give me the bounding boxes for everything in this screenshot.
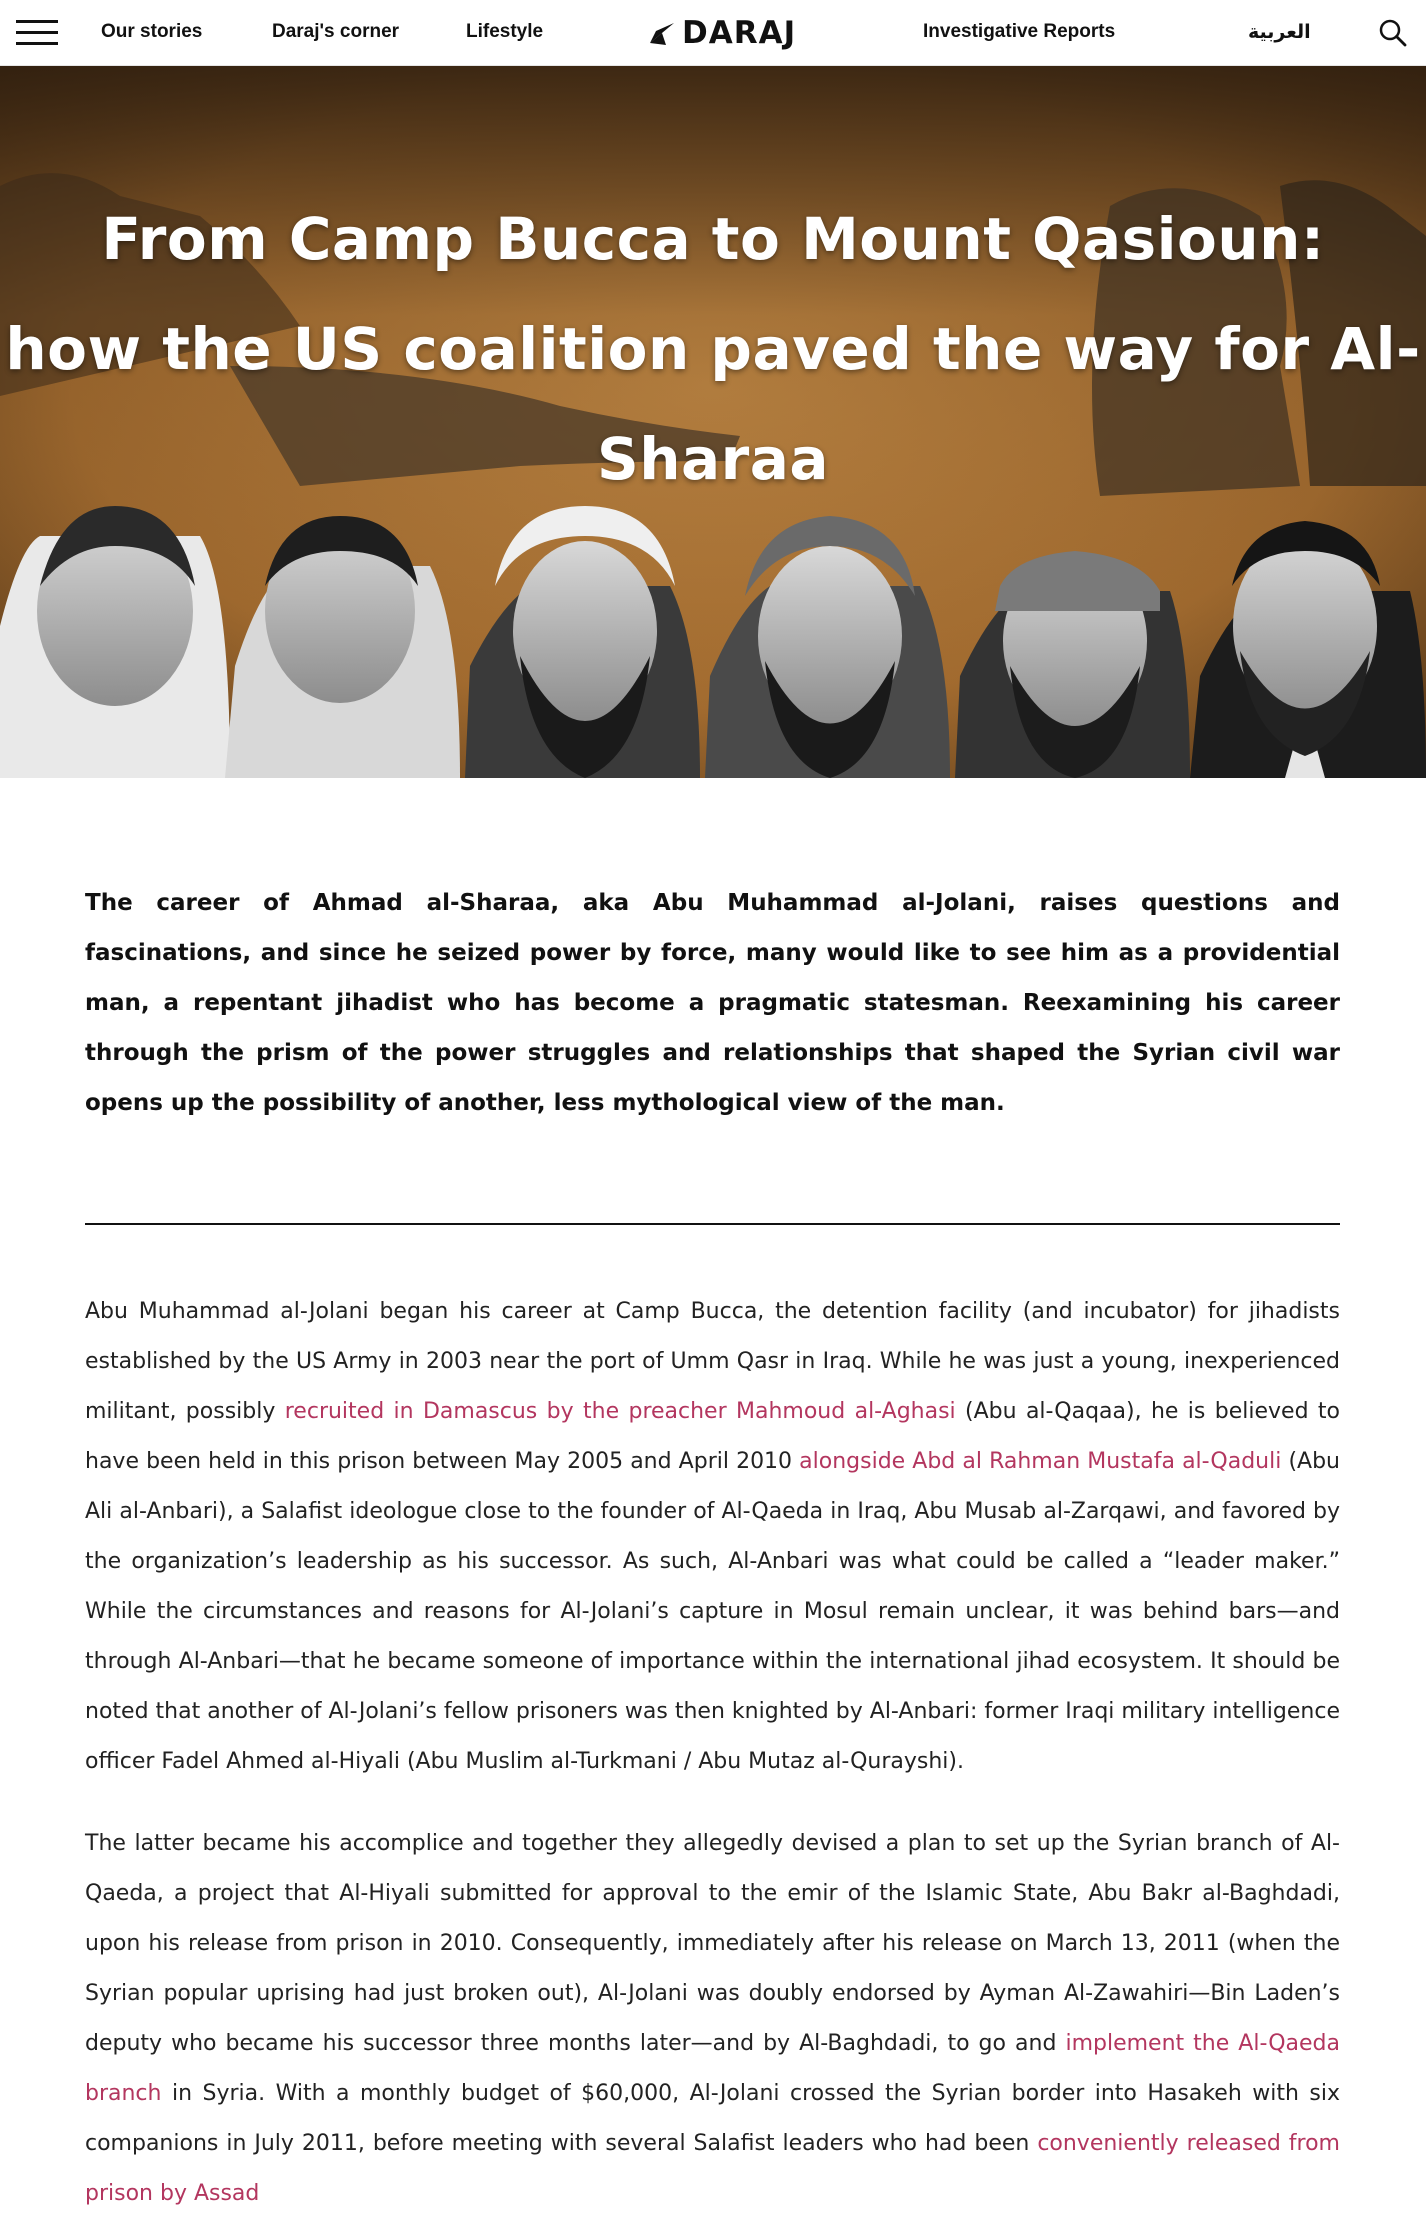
paragraph-1-text-3: (Abu Ali al-Anbari), a Salafist ideologue close to the founder of Al-Qaeda in Iraq, Abu Musab al-Zarqawi, and favored by the organization’s leadership as his successor. As such, Al-Anbari was what could be called a “leader maker.” While the circumstances and reasons for Al-Jolani’s capture in Mosul remain unclear, it was behind bars—and through Al-Anbari—that he became someone of importance within the international jihad ecosystem. It should be noted that another of Al-Jolani’s fellow prisoners was then knighted by Al-Anbari: former Iraqi military intelligence officer Fadel Ahmed al-Hiyali (Abu Muslim al-Turkmani / Abu Mutaz al-Qurayshi). xyxy=(85,1449,1340,1774)
nav-our-stories[interactable]: Our stories xyxy=(101,21,203,42)
site-header xyxy=(0,0,1426,66)
article-lede: The career of Ahmad al-Sharaa, aka Abu Muhammad al-Jolani, raises questions and fascinations, and since he seized power by force, many would like to see him as a providential man, a repentant jihadist who has become a pragmatic statesman. Reexamining his career through the prism of the power struggles and relationships that shaped the Syrian civil war opens up the possibility of another, less mythological view of the man. xyxy=(85,890,1340,1116)
logo-text: DARAJ xyxy=(682,15,797,51)
paragraph-1-text-2: (Abu al-Qaqaa), he is believed to have been held in this prison between May 2005 and April 2010 xyxy=(85,1399,1340,1474)
paragraph-2-text-2: in Syria. With a monthly budget of $60,000, Al-Jolani crossed the Syrian border into Hasakeh with six companions in July 2011, before meeting with several Salafist leaders who had been xyxy=(85,2081,1340,2156)
paragraph-2-text-1: The latter became his accomplice and together they allegedly devised a plan to set up the Syrian branch of Al-Qaeda, a project that Al-Hiyali submitted for approval to the emir of the Islamic State, Abu Bakr al-Baghdadi, upon his release from prison in 2010. Consequently, immediately after his release on March 13, 2011 (when the Syrian popular uprising had just broken out), Al-Jolani was doubly endorsed by Ayman Al-Zawahiri—Bin Laden’s deputy who became his successor three months later—and by Al-Baghdadi, to go and xyxy=(85,1831,1340,2056)
nav-investigative-reports[interactable]: Investigative Reports xyxy=(923,21,1116,42)
search-icon[interactable] xyxy=(1378,18,1408,48)
article-title xyxy=(0,184,1426,514)
article-title-line-2: how the US coalition paved the way for Al-Sharaa xyxy=(5,315,1421,493)
section-divider xyxy=(85,1223,1340,1225)
article-title-line-1: From Camp Bucca to Mount Qasioun: xyxy=(101,205,1325,273)
nav-darajs-corner[interactable]: Daraj's corner xyxy=(272,21,400,42)
article-paragraph-2 xyxy=(85,1819,1340,2219)
article-body xyxy=(85,778,1340,2219)
nav-lifestyle[interactable]: Lifestyle xyxy=(466,21,544,42)
logo-arrow-icon xyxy=(648,19,676,47)
link-recruited-in-damascus[interactable]: recruited in Damascus by the preacher Mahmoud al-Aghasi xyxy=(284,1399,956,1424)
article-paragraph-1 xyxy=(85,1287,1340,1787)
hero-banner xyxy=(0,66,1426,778)
nav-language-arabic[interactable]: العربية xyxy=(1248,21,1311,43)
menu-icon[interactable] xyxy=(16,20,58,46)
link-alongside-al-qaduli[interactable]: alongside Abd al Rahman Mustafa al-Qaduli xyxy=(799,1449,1282,1474)
site-logo[interactable] xyxy=(648,14,796,52)
link-released-by-assad[interactable]: conveniently released from prison by Assad xyxy=(85,2131,1340,2206)
link-implement-al-qaeda-branch[interactable]: implement the Al-Qaeda branch xyxy=(85,2031,1340,2106)
portrait-1 xyxy=(0,506,230,778)
paragraph-1-text-1: Abu Muhammad al-Jolani began his career at Camp Bucca, the detention facility (and incubator) for jihadists established by the US Army in 2003 near the port of Umm Qasr in Iraq. While he was just a young, inexperienced militant, possibly xyxy=(85,1299,1340,1424)
